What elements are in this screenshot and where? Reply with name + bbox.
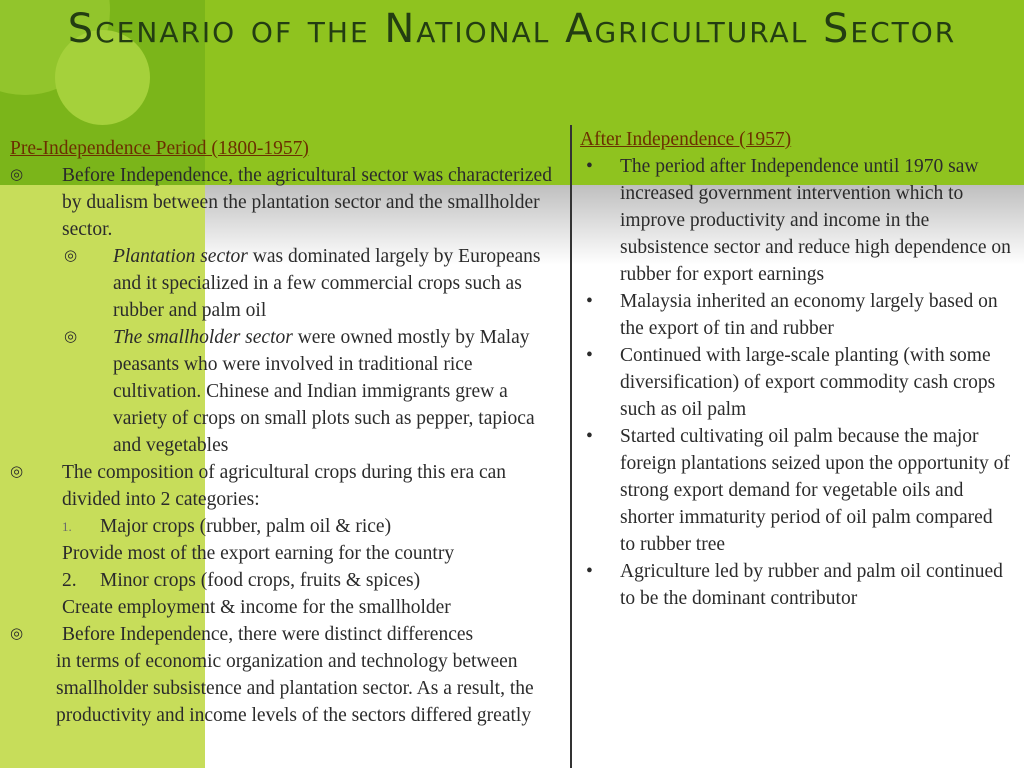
left-sub-bullet-1 xyxy=(10,243,565,324)
bullet-text: Before Independence, the agricultural sector was characterized by dualism between the plantation sector and the smallholder sector. xyxy=(62,165,552,240)
numbered-item-1 xyxy=(10,513,565,540)
bullet-text: The composition of agricultural crops during this era can divided into 2 categories: xyxy=(62,462,507,510)
left-bullet-1 xyxy=(10,162,565,243)
smallholder-sector-term: The smallholder sector xyxy=(113,327,293,348)
column-divider xyxy=(570,125,572,768)
right-bullet-3 xyxy=(580,342,1012,423)
right-bullet-1 xyxy=(580,153,1012,288)
left-bullet-2 xyxy=(10,459,565,513)
bullet-marker: ◎ xyxy=(10,626,24,642)
bullet-marker: ◎ xyxy=(10,464,24,480)
bullet-marker: • xyxy=(586,156,593,177)
right-bullet-2 xyxy=(580,288,1012,342)
numbered-item-2-desc: Create employment & income for the smallholder xyxy=(62,597,451,618)
bullet-marker: • xyxy=(586,561,593,582)
number-marker: 2. xyxy=(62,570,77,591)
numbered-item-2 xyxy=(10,567,565,594)
bullet-text: Malaysia inherited an economy largely based on the export of tin and rubber xyxy=(620,291,998,339)
bullet-marker: • xyxy=(586,291,593,312)
bullet-text: Agriculture led by rubber and palm oil continued to be the dominant contributor xyxy=(620,561,1003,609)
numbered-text: Minor crops (food crops, fruits & spices) xyxy=(100,570,421,591)
bullet-marker: ◎ xyxy=(64,248,78,264)
slide-title: Scenario of the National Agricultural Sector xyxy=(67,6,957,52)
bullet-text-first-line: Before Independence, there were distinct differences xyxy=(62,624,474,645)
left-column xyxy=(10,135,565,729)
left-sub-bullet-2 xyxy=(10,324,565,459)
bullet-marker: ◎ xyxy=(64,329,78,345)
numbered-item-1-desc: Provide most of the export earning for the country xyxy=(62,543,455,564)
right-bullet-5 xyxy=(580,558,1012,612)
bullet-text: Continued with large-scale planting (with some diversification) of export commodity cash crops such as oil palm xyxy=(620,345,996,420)
plantation-sector-term: Plantation sector xyxy=(113,246,248,267)
right-column xyxy=(580,126,1012,612)
bullet-text: The period after Independence until 1970 saw increased government intervention which to improve productivity and income in the subsistence sector and reduce high dependence on rubber for export earnings xyxy=(620,156,1011,285)
bullet-marker: • xyxy=(586,345,593,366)
left-bullet-3 xyxy=(10,621,565,729)
right-heading: After Independence (1957) xyxy=(580,129,792,150)
sub-bullet-text: were owned mostly by Malay peasants who were involved in traditional rice cultivation. Chinese and Indian immigrants grew a variety of crops on small plots such as pepper, tapioca and vegetables xyxy=(113,327,535,456)
number-marker: 1. xyxy=(62,519,72,534)
bullet-marker: • xyxy=(586,426,593,447)
left-heading: Pre-Independence Period (1800-1957) xyxy=(10,138,309,159)
sub-bullet-text: was dominated largely by Europeans and it specialized in a few commercial crops such as rubber and palm oil xyxy=(113,246,541,321)
bullet-text: Started cultivating oil palm because the major foreign plantations seized upon the opportunity of strong export demand for vegetable oils and shorter immaturity period of oil palm compared to rubber tree xyxy=(620,426,1010,555)
bullet-marker: ◎ xyxy=(10,167,24,183)
numbered-text: Major crops (rubber, palm oil & rice) xyxy=(100,516,392,537)
bullet-text-rest: in terms of economic organization and technology between smallholder subsistence and plantation sector. As a result, the productivity and income levels of the sectors differed greatly xyxy=(56,651,534,726)
right-bullet-4 xyxy=(580,423,1012,558)
